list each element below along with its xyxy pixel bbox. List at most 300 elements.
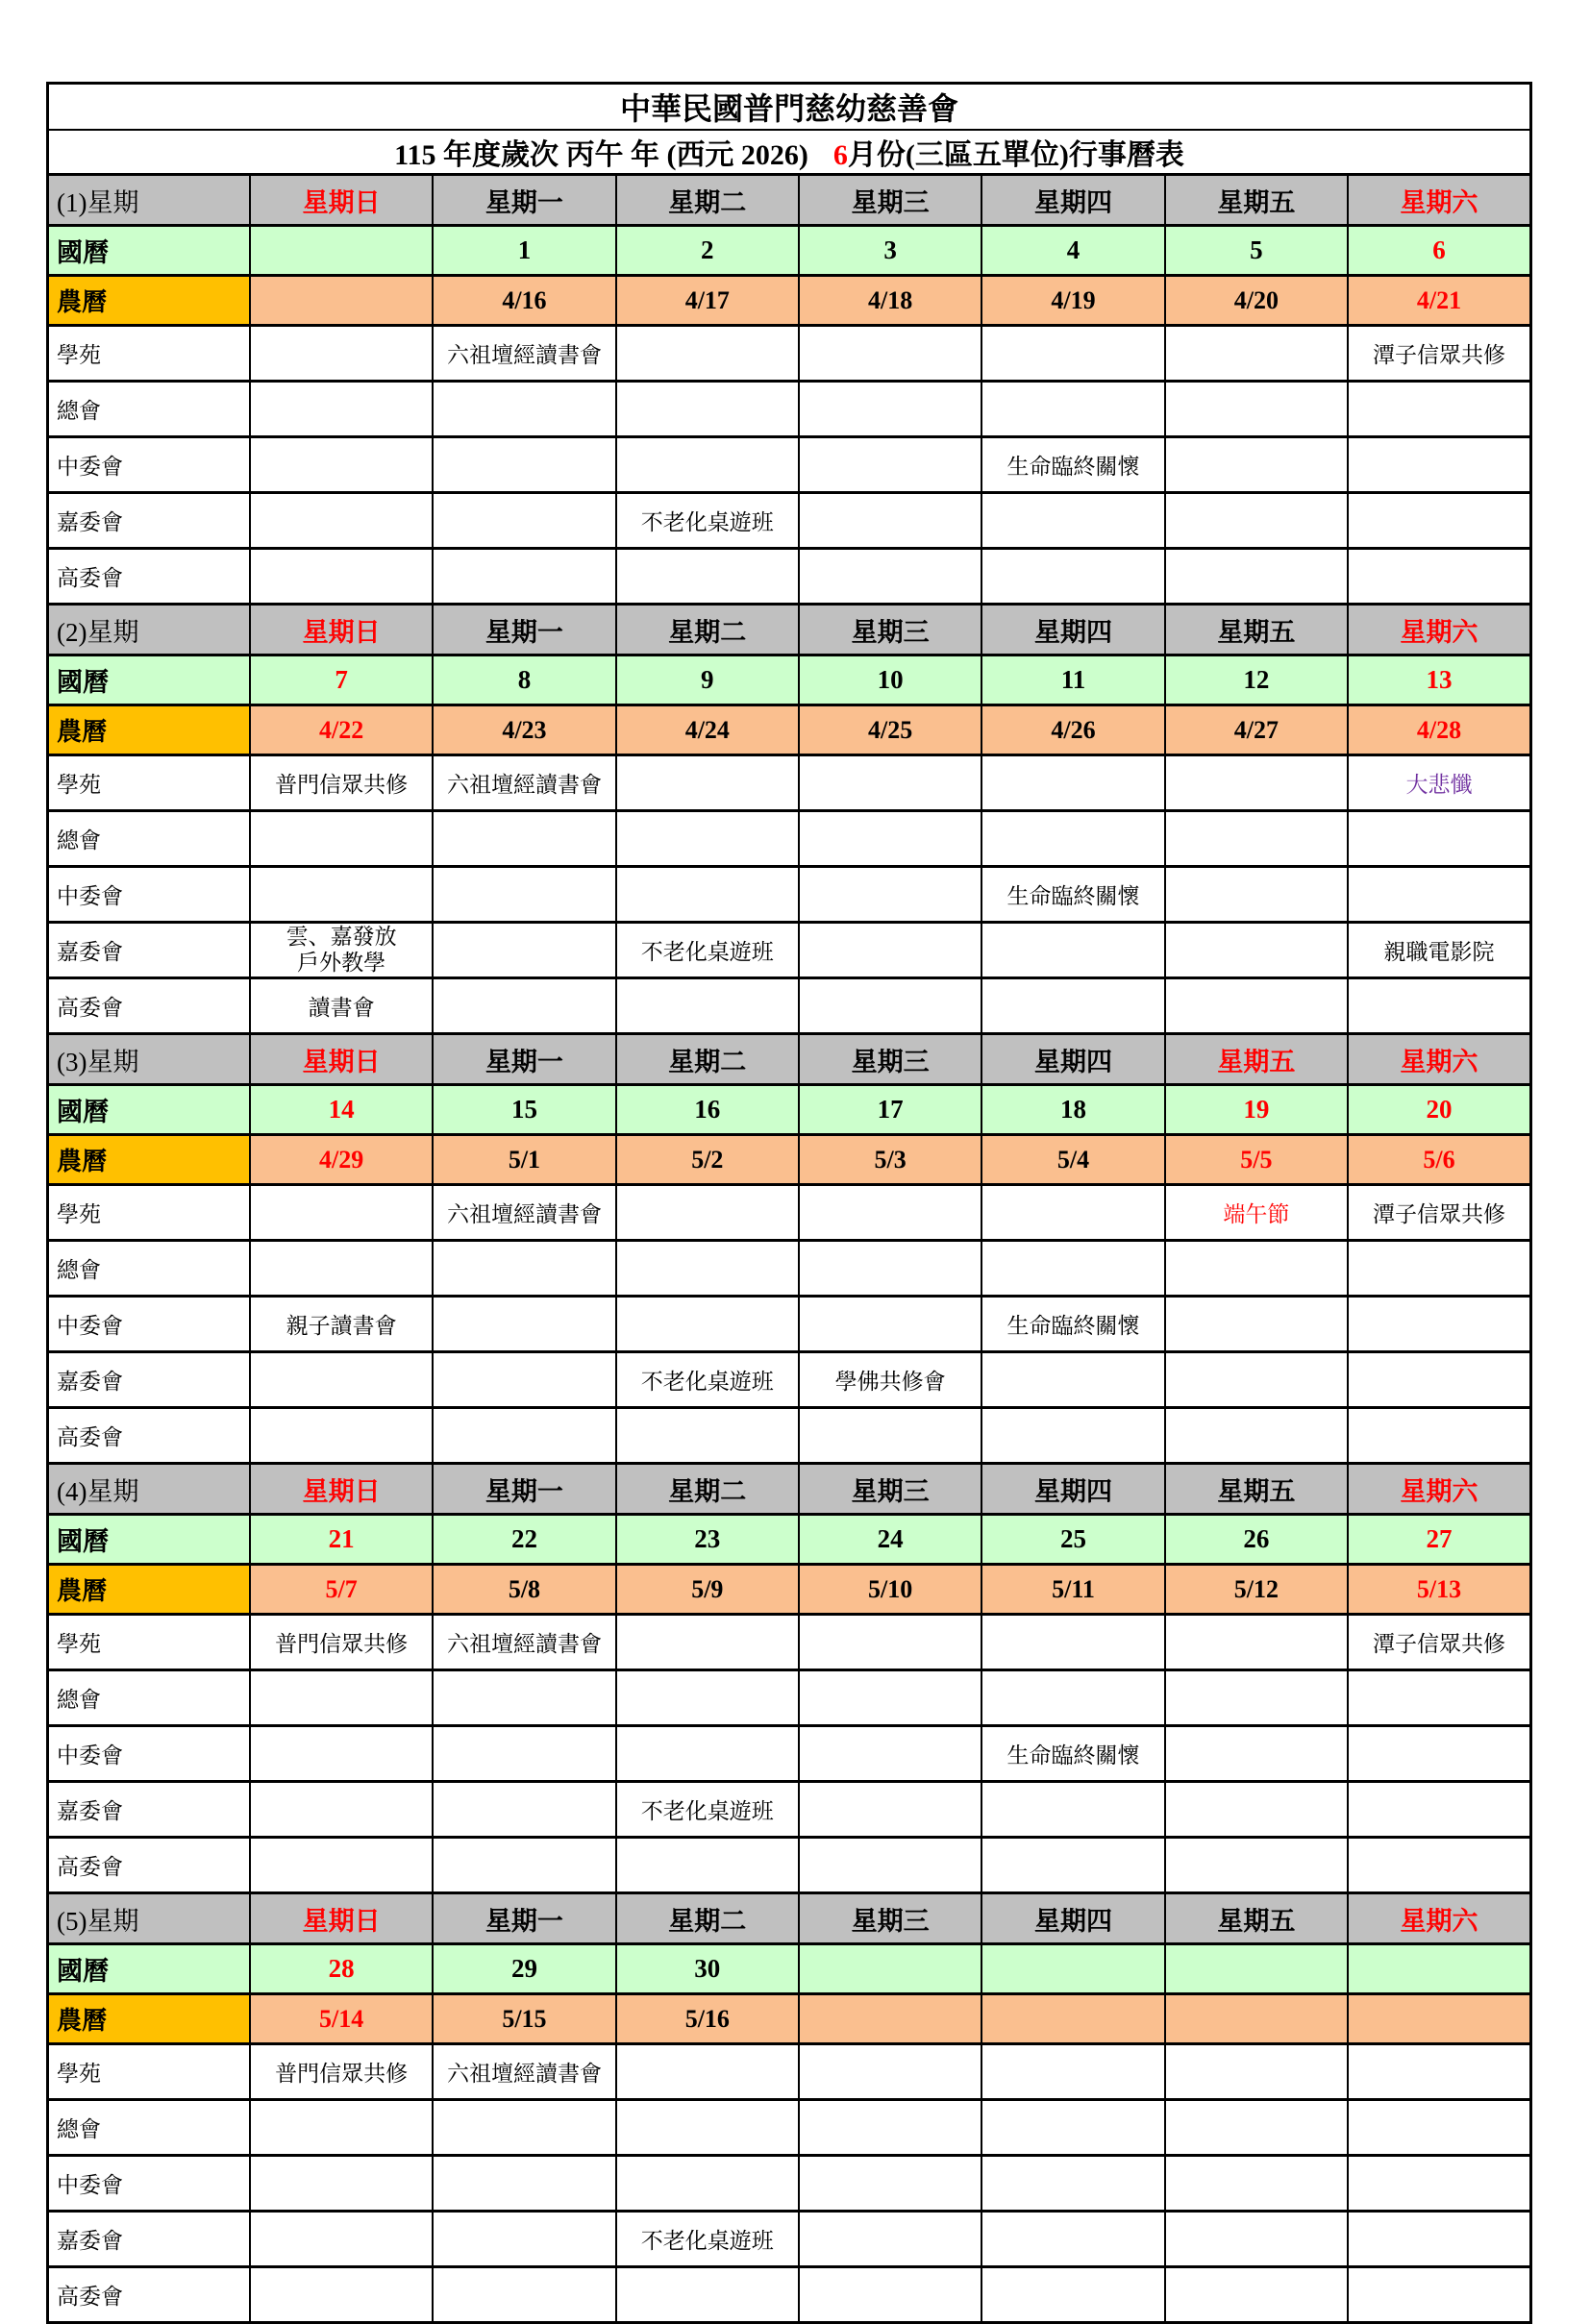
event-cell (250, 2212, 433, 2267)
week-index-label: (1)星期 (48, 175, 250, 226)
solar-date-cell: 23 (616, 1515, 799, 1565)
section-row-label: 總會 (48, 1670, 250, 1726)
event-cell (1165, 382, 1348, 437)
solar-date-cell (981, 1944, 1164, 1994)
event-cell (1165, 326, 1348, 382)
lunar-date-cell (981, 1994, 1164, 2044)
month-number: 6 (832, 139, 848, 171)
section-row-label: 高委會 (48, 978, 250, 1034)
event-cell: 生命臨終關懷 (981, 437, 1164, 493)
weekday-header-cell: 星期四 (981, 1893, 1164, 1944)
event-cell (1165, 549, 1348, 605)
lunar-date-cell: 4/21 (1348, 276, 1530, 326)
event-cell (799, 1782, 981, 1838)
section-row-label: 高委會 (48, 1838, 250, 1893)
lunar-date-cell (250, 276, 433, 326)
event-cell (616, 1670, 799, 1726)
solar-date-cell: 28 (250, 1944, 433, 1994)
weekday-header-cell: 星期三 (799, 1034, 981, 1085)
solar-date-cell: 20 (1348, 1085, 1530, 1135)
event-line: 雲、嘉發放 (286, 925, 397, 950)
event-cell (616, 2156, 799, 2212)
event-cell (1165, 1241, 1348, 1297)
event-cell: 生命臨終關懷 (981, 867, 1164, 923)
event-cell (981, 2212, 1164, 2267)
event-cell (616, 1726, 799, 1782)
event-cell (250, 867, 433, 923)
lunar-row-label: 農曆 (48, 1135, 250, 1185)
event-cell (799, 1670, 981, 1726)
lunar-date-cell: 5/3 (799, 1135, 981, 1185)
lunar-date-cell: 4/16 (433, 276, 615, 326)
weekday-header-cell: 星期五 (1165, 605, 1348, 655)
week-index-label: (5)星期 (48, 1893, 250, 1944)
weekday-header-cell: 星期三 (799, 605, 981, 655)
event-cell (250, 1726, 433, 1782)
event-cell: 普門信眾共修 (250, 755, 433, 811)
event-cell (799, 382, 981, 437)
event-cell (433, 1352, 615, 1408)
section-row-label: 高委會 (48, 549, 250, 605)
event-cell (1165, 2212, 1348, 2267)
section-row-label: 學苑 (48, 326, 250, 382)
lunar-date-cell: 5/14 (250, 1994, 433, 2044)
event-cell (981, 549, 1164, 605)
section-row-label: 學苑 (48, 2044, 250, 2100)
event-cell (250, 1185, 433, 1241)
event-cell (1348, 978, 1530, 1034)
event-cell (1348, 1782, 1530, 1838)
event-cell: 普門信眾共修 (250, 2044, 433, 2100)
event-cell: 親職電影院 (1348, 923, 1530, 978)
weekday-header-cell: 星期二 (616, 1893, 799, 1944)
event-cell (433, 493, 615, 549)
section-row-label: 嘉委會 (48, 1352, 250, 1408)
event-line: 戶外教學 (297, 950, 386, 975)
event-cell (1165, 1838, 1348, 1893)
event-cell (616, 978, 799, 1034)
event-cell: 潭子信眾共修 (1348, 1185, 1530, 1241)
event-cell: 親子讀書會 (250, 1297, 433, 1352)
solar-date-cell: 2 (616, 226, 799, 276)
solar-date-cell: 7 (250, 655, 433, 705)
event-cell (1165, 923, 1348, 978)
lunar-date-cell: 5/6 (1348, 1135, 1530, 1185)
solar-date-cell: 22 (433, 1515, 615, 1565)
event-cell (1165, 1670, 1348, 1726)
solar-date-cell: 25 (981, 1515, 1164, 1565)
solar-date-cell: 17 (799, 1085, 981, 1135)
solar-date-cell: 19 (1165, 1085, 1348, 1135)
event-cell (981, 2044, 1164, 2100)
event-cell (981, 1670, 1164, 1726)
event-cell (981, 1615, 1164, 1670)
event-cell (799, 1838, 981, 1893)
section-row-label: 總會 (48, 811, 250, 867)
solar-date-cell (250, 226, 433, 276)
event-cell (799, 2044, 981, 2100)
lunar-row-label: 農曆 (48, 705, 250, 755)
event-cell (799, 1185, 981, 1241)
event-cell (981, 1185, 1164, 1241)
lunar-date-cell: 5/16 (616, 1994, 799, 2044)
solar-date-cell (1348, 1944, 1530, 1994)
weekday-header-cell: 星期日 (250, 175, 433, 226)
weekday-header-cell: 星期三 (799, 175, 981, 226)
event-cell (250, 1352, 433, 1408)
solar-date-cell: 8 (433, 655, 615, 705)
event-cell: 六祖壇經讀書會 (433, 1185, 615, 1241)
calendar-table (46, 82, 1532, 2324)
lunar-date-cell: 5/13 (1348, 1565, 1530, 1615)
solar-date-cell: 16 (616, 1085, 799, 1135)
event-cell (981, 755, 1164, 811)
event-cell: 六祖壇經讀書會 (433, 326, 615, 382)
event-cell (1165, 811, 1348, 867)
weekday-header-cell: 星期五 (1165, 175, 1348, 226)
section-row-label: 學苑 (48, 755, 250, 811)
solar-date-cell (799, 1944, 981, 1994)
event-cell (1348, 1408, 1530, 1464)
lunar-date-cell: 4/18 (799, 276, 981, 326)
event-cell (1165, 1408, 1348, 1464)
section-row-label: 總會 (48, 382, 250, 437)
event-cell: 大悲懺 (1348, 755, 1530, 811)
event-cell (1348, 1352, 1530, 1408)
event-cell: 潭子信眾共修 (1348, 1615, 1530, 1670)
solar-row-label: 國曆 (48, 1085, 250, 1135)
lunar-date-cell: 5/11 (981, 1565, 1164, 1615)
event-cell: 學佛共修會 (799, 1352, 981, 1408)
weekday-header-cell: 星期六 (1348, 1893, 1530, 1944)
weekday-header-cell: 星期六 (1348, 605, 1530, 655)
section-row-label: 學苑 (48, 1185, 250, 1241)
event-cell (799, 923, 981, 978)
event-cell (433, 2100, 615, 2156)
event-cell (1165, 755, 1348, 811)
event-cell (981, 1352, 1164, 1408)
event-cell (250, 1241, 433, 1297)
event-cell (1165, 978, 1348, 1034)
solar-date-cell: 5 (1165, 226, 1348, 276)
event-cell (433, 1726, 615, 1782)
section-row-label: 中委會 (48, 437, 250, 493)
event-cell (250, 2100, 433, 2156)
week-index-label: (3)星期 (48, 1034, 250, 1085)
event-cell (1348, 1241, 1530, 1297)
weekday-header-cell: 星期日 (250, 605, 433, 655)
event-cell (616, 437, 799, 493)
event-cell (433, 867, 615, 923)
event-cell (250, 923, 433, 978)
weekday-header-cell: 星期一 (433, 605, 615, 655)
event-cell (250, 382, 433, 437)
event-cell (799, 326, 981, 382)
section-row-label: 總會 (48, 2100, 250, 2156)
solar-date-cell: 24 (799, 1515, 981, 1565)
section-row-label: 高委會 (48, 1408, 250, 1464)
section-row-label: 學苑 (48, 1615, 250, 1670)
event-cell (250, 326, 433, 382)
event-cell (799, 1297, 981, 1352)
event-cell (433, 2156, 615, 2212)
lunar-date-cell (1165, 1994, 1348, 2044)
page-title: 中華民國普門慈幼慈善會 (48, 84, 1531, 131)
event-cell (981, 326, 1164, 382)
event-cell (799, 2100, 981, 2156)
weekday-header-cell: 星期五 (1165, 1464, 1348, 1515)
event-cell (1348, 2156, 1530, 2212)
event-cell: 普門信眾共修 (250, 1615, 433, 1670)
lunar-date-cell: 4/29 (250, 1135, 433, 1185)
weekday-header-cell: 星期一 (433, 1893, 615, 1944)
event-cell (981, 493, 1164, 549)
weekday-header-cell: 星期一 (433, 1034, 615, 1085)
lunar-date-cell (1348, 1994, 1530, 2044)
event-cell: 不老化桌遊班 (616, 1782, 799, 1838)
event-cell (433, 1838, 615, 1893)
solar-date-cell (1165, 1944, 1348, 1994)
event-cell: 端午節 (1165, 1185, 1348, 1241)
event-cell (616, 1615, 799, 1670)
section-row-label: 嘉委會 (48, 2212, 250, 2267)
solar-date-cell: 13 (1348, 655, 1530, 705)
event-cell (1348, 867, 1530, 923)
event-cell (616, 2267, 799, 2323)
lunar-date-cell: 4/25 (799, 705, 981, 755)
event-cell (250, 2156, 433, 2212)
event-cell (1165, 867, 1348, 923)
event-cell (1348, 1726, 1530, 1782)
weekday-header-cell: 星期三 (799, 1464, 981, 1515)
event-cell (616, 2100, 799, 2156)
event-cell (616, 326, 799, 382)
event-cell (433, 2267, 615, 2323)
lunar-date-cell: 5/8 (433, 1565, 615, 1615)
event-cell (433, 1782, 615, 1838)
weekday-header-cell: 星期五 (1165, 1893, 1348, 1944)
event-cell (981, 1782, 1164, 1838)
lunar-row-label: 農曆 (48, 1565, 250, 1615)
lunar-date-cell: 4/24 (616, 705, 799, 755)
event-cell (433, 1297, 615, 1352)
event-cell (250, 1670, 433, 1726)
event-cell (799, 1726, 981, 1782)
section-row-label: 總會 (48, 1241, 250, 1297)
event-cell (433, 1241, 615, 1297)
event-cell: 不老化桌遊班 (616, 1352, 799, 1408)
event-cell (799, 2156, 981, 2212)
weekday-header-cell: 星期四 (981, 1034, 1164, 1085)
event-cell (981, 1241, 1164, 1297)
event-cell (433, 923, 615, 978)
event-cell (616, 1408, 799, 1464)
event-cell (616, 1185, 799, 1241)
weekday-header-cell: 星期一 (433, 175, 615, 226)
event-cell: 不老化桌遊班 (616, 493, 799, 549)
event-cell (799, 867, 981, 923)
lunar-date-cell: 4/26 (981, 705, 1164, 755)
event-cell (1348, 2100, 1530, 2156)
solar-date-cell: 9 (616, 655, 799, 705)
lunar-date-cell (799, 1994, 981, 2044)
weekday-header-cell: 星期六 (1348, 175, 1530, 226)
weekday-header-cell: 星期二 (616, 175, 799, 226)
weekday-header-cell: 星期二 (616, 605, 799, 655)
lunar-date-cell: 4/27 (1165, 705, 1348, 755)
solar-row-label: 國曆 (48, 226, 250, 276)
event-cell (433, 1670, 615, 1726)
lunar-date-cell: 5/12 (1165, 1565, 1348, 1615)
event-cell (616, 811, 799, 867)
event-cell (799, 1241, 981, 1297)
solar-date-cell: 30 (616, 1944, 799, 1994)
event-cell (616, 1241, 799, 1297)
event-cell: 生命臨終關懷 (981, 1297, 1164, 1352)
event-cell (250, 2267, 433, 2323)
section-row-label: 中委會 (48, 1726, 250, 1782)
event-cell (799, 437, 981, 493)
solar-date-cell: 21 (250, 1515, 433, 1565)
solar-date-cell: 3 (799, 226, 981, 276)
lunar-date-cell: 4/19 (981, 276, 1164, 326)
event-cell (1165, 437, 1348, 493)
section-row-label: 嘉委會 (48, 1782, 250, 1838)
lunar-date-cell: 4/23 (433, 705, 615, 755)
event-cell (1165, 2100, 1348, 2156)
event-cell (1165, 2267, 1348, 2323)
weekday-header-cell: 星期日 (250, 1464, 433, 1515)
event-cell: 潭子信眾共修 (1348, 326, 1530, 382)
event-cell (1165, 1615, 1348, 1670)
event-cell: 六祖壇經讀書會 (433, 2044, 615, 2100)
event-cell (616, 755, 799, 811)
event-cell (250, 1408, 433, 1464)
event-cell (981, 382, 1164, 437)
section-row-label: 高委會 (48, 2267, 250, 2323)
event-cell (250, 811, 433, 867)
weekday-header-cell: 星期二 (616, 1034, 799, 1085)
solar-date-cell: 6 (1348, 226, 1530, 276)
section-row-label: 中委會 (48, 1297, 250, 1352)
event-cell (981, 811, 1164, 867)
event-cell (799, 549, 981, 605)
event-cell (799, 2267, 981, 2323)
event-cell (616, 867, 799, 923)
event-cell (981, 923, 1164, 978)
event-cell (1165, 1782, 1348, 1838)
solar-date-cell: 18 (981, 1085, 1164, 1135)
lunar-row-label: 農曆 (48, 1994, 250, 2044)
solar-date-cell: 11 (981, 655, 1164, 705)
event-cell (1348, 493, 1530, 549)
weekday-header-cell: 星期四 (981, 605, 1164, 655)
event-cell (799, 978, 981, 1034)
lunar-date-cell: 4/28 (1348, 705, 1530, 755)
event-cell (433, 811, 615, 867)
weekday-header-cell: 星期四 (981, 175, 1164, 226)
solar-row-label: 國曆 (48, 1944, 250, 1994)
lunar-date-cell: 4/22 (250, 705, 433, 755)
event-cell (1165, 1352, 1348, 1408)
event-cell (1348, 1297, 1530, 1352)
solar-date-cell: 4 (981, 226, 1164, 276)
event-cell (799, 493, 981, 549)
event-cell: 讀書會 (250, 978, 433, 1034)
weekday-header-cell: 星期日 (250, 1034, 433, 1085)
event-cell (1348, 2044, 1530, 2100)
solar-row-label: 國曆 (48, 655, 250, 705)
event-cell (250, 549, 433, 605)
event-cell (981, 2267, 1164, 2323)
event-cell (981, 978, 1164, 1034)
event-cell (1348, 1838, 1530, 1893)
event-cell: 不老化桌遊班 (616, 923, 799, 978)
event-cell (616, 382, 799, 437)
event-cell (433, 382, 615, 437)
solar-date-cell: 15 (433, 1085, 615, 1135)
section-row-label: 嘉委會 (48, 493, 250, 549)
event-cell (1348, 1670, 1530, 1726)
event-cell (1348, 811, 1530, 867)
weekday-header-cell: 星期一 (433, 1464, 615, 1515)
lunar-date-cell: 4/20 (1165, 276, 1348, 326)
event-cell (799, 2212, 981, 2267)
calendar-subtitle (48, 130, 1531, 175)
event-cell (799, 811, 981, 867)
event-cell (981, 2156, 1164, 2212)
lunar-date-cell: 5/1 (433, 1135, 615, 1185)
event-cell (250, 1838, 433, 1893)
lunar-date-cell: 5/15 (433, 1994, 615, 2044)
weekday-header-cell: 星期六 (1348, 1034, 1530, 1085)
event-cell (799, 1408, 981, 1464)
event-cell (616, 1297, 799, 1352)
subtitle-suffix: 月份(三區五單位)行事曆表 (847, 139, 1184, 171)
event-cell (1165, 2156, 1348, 2212)
subtitle-prefix: 115 年度歲次 丙午 年 (西元 2026) (394, 139, 808, 171)
event-cell (1165, 1297, 1348, 1352)
event-cell (1165, 2044, 1348, 2100)
solar-date-cell: 10 (799, 655, 981, 705)
section-row-label: 中委會 (48, 2156, 250, 2212)
weekday-header-cell: 星期日 (250, 1893, 433, 1944)
event-cell (616, 2044, 799, 2100)
solar-date-cell: 29 (433, 1944, 615, 1994)
event-cell (981, 2100, 1164, 2156)
weekday-header-cell: 星期六 (1348, 1464, 1530, 1515)
event-cell (616, 549, 799, 605)
lunar-date-cell: 5/5 (1165, 1135, 1348, 1185)
event-cell (1348, 382, 1530, 437)
event-cell (250, 1782, 433, 1838)
event-cell (981, 1838, 1164, 1893)
event-cell (799, 1615, 981, 1670)
event-cell (250, 493, 433, 549)
event-cell (616, 1838, 799, 1893)
event-cell (433, 549, 615, 605)
week-index-label: (4)星期 (48, 1464, 250, 1515)
event-cell (433, 2212, 615, 2267)
event-cell (1348, 2212, 1530, 2267)
weekday-header-cell: 星期三 (799, 1893, 981, 1944)
lunar-date-cell: 5/4 (981, 1135, 1164, 1185)
weekday-header-cell: 星期二 (616, 1464, 799, 1515)
event-cell (1348, 549, 1530, 605)
event-cell (1348, 437, 1530, 493)
event-cell (433, 1408, 615, 1464)
lunar-date-cell: 4/17 (616, 276, 799, 326)
